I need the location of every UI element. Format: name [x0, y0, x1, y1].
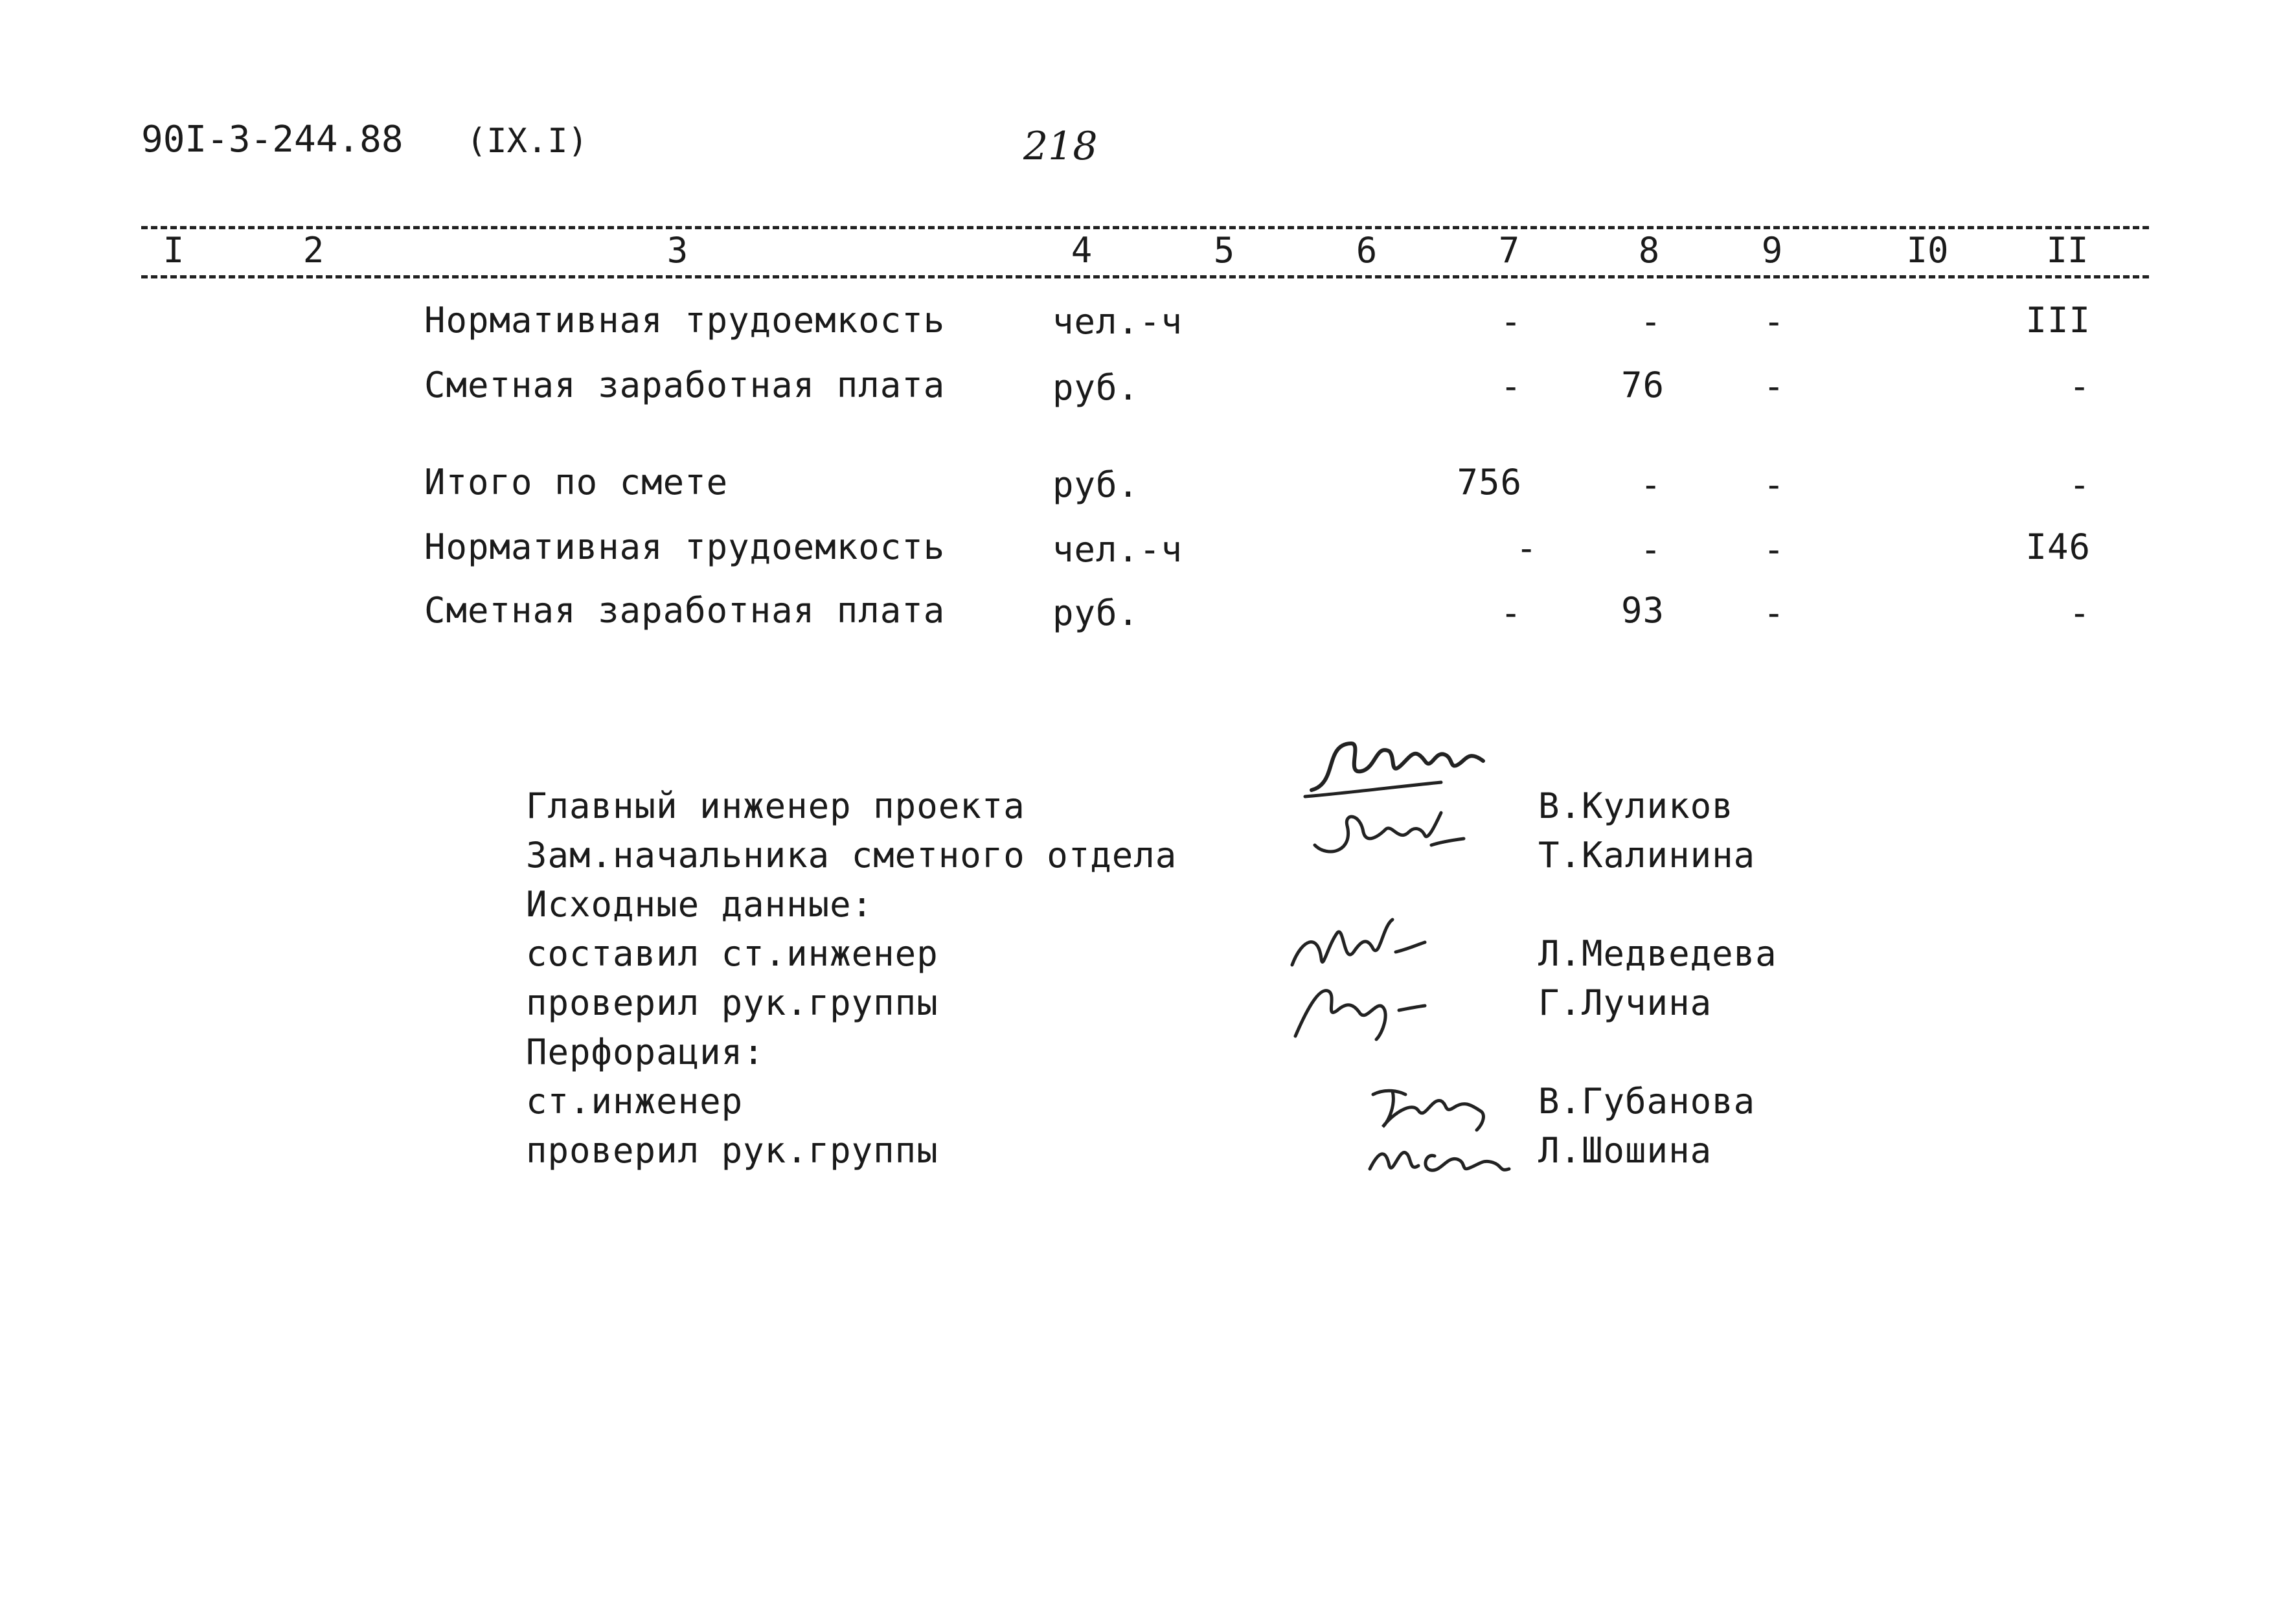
signature-position-compiled-by: составил ст.инженер — [526, 933, 938, 974]
row-4-col-9: - — [1763, 529, 1785, 570]
column-number-11: II — [2046, 230, 2089, 271]
row-5-unit: руб. — [1052, 593, 1140, 633]
signature-section-source-data: Исходные данные: — [526, 884, 874, 925]
column-header-bottom-rule — [141, 275, 2149, 278]
column-number-6: 6 — [1356, 230, 1378, 271]
row-1-col-7: - — [1500, 301, 1522, 342]
signatory-name-4: Г.Лучина — [1538, 982, 1712, 1023]
column-number-5: 5 — [1213, 230, 1235, 271]
row-4-col-8: - — [1640, 529, 1662, 570]
page-number: 218 — [1023, 124, 1098, 169]
signature-position-checked-by: проверил рук.группы — [526, 982, 938, 1023]
signature-position-senior-engineer: ст.инженер — [526, 1081, 744, 1122]
row-1-col-11: III — [2025, 300, 2091, 341]
column-number-10: I0 — [1906, 230, 1949, 271]
row-3-label: Итого по смете — [424, 462, 729, 503]
row-5-col-8: 93 — [1620, 590, 1665, 631]
row-2-col-9: - — [1763, 366, 1785, 407]
column-number-7: 7 — [1498, 230, 1520, 271]
column-number-9: 9 — [1761, 230, 1783, 271]
row-4-col-11: I46 — [2025, 527, 2091, 567]
document-section: (IX.I) — [466, 122, 588, 161]
signatory-name-5: В.Губанова — [1538, 1081, 1756, 1122]
row-2-col-7: - — [1500, 366, 1522, 407]
column-number-2: 2 — [302, 230, 324, 271]
row-1-label: Нормативная трудоемкость — [424, 300, 946, 341]
column-number-8: 8 — [1638, 230, 1660, 271]
row-1-col-8: - — [1640, 301, 1662, 342]
signatory-name-1: В.Куликов — [1538, 786, 1734, 826]
row-5-col-9: - — [1763, 593, 1785, 633]
row-5-col-7: - — [1500, 593, 1522, 633]
row-3-col-9: - — [1763, 464, 1785, 505]
signature-section-perforation: Перфорация: — [526, 1032, 765, 1072]
row-2-col-11: - — [2069, 366, 2091, 407]
column-number-1: I — [163, 230, 185, 271]
row-4-unit: чел.-ч — [1052, 529, 1183, 570]
row-2-unit: руб. — [1052, 367, 1140, 408]
column-number-4: 4 — [1071, 230, 1093, 271]
row-2-col-8: 76 — [1620, 365, 1665, 405]
row-1-unit: чел.-ч — [1052, 301, 1183, 342]
row-4-col-7: - — [1516, 528, 1538, 569]
row-1-col-9: - — [1763, 301, 1785, 342]
column-number-3: 3 — [666, 230, 688, 271]
signatory-name-6: Л.Шошина — [1538, 1130, 1712, 1171]
document-code: 90I-3-244.88 — [141, 119, 404, 161]
row-2-label: Сметная заработная плата — [424, 365, 946, 405]
signature-position-checked-by-2: проверил рук.группы — [526, 1130, 938, 1171]
row-5-col-11: - — [2069, 593, 2091, 633]
row-4-label: Нормативная трудоемкость — [424, 527, 946, 567]
row-3-col-7: 756 — [1457, 462, 1522, 503]
row-3-col-11: - — [2069, 464, 2091, 505]
signatory-name-2: Т.Калинина — [1538, 835, 1756, 876]
signature-position-chief-engineer: Главный инженер проекта — [526, 786, 1025, 826]
row-3-unit: руб. — [1052, 464, 1140, 505]
row-3-col-8: - — [1640, 464, 1662, 505]
column-header-top-rule — [141, 226, 2149, 229]
signature-position-deputy-head: Зам.начальника сметного отдела — [526, 835, 1177, 876]
row-5-label: Сметная заработная плата — [424, 590, 946, 631]
signatory-name-3: Л.Медведева — [1538, 933, 1777, 974]
